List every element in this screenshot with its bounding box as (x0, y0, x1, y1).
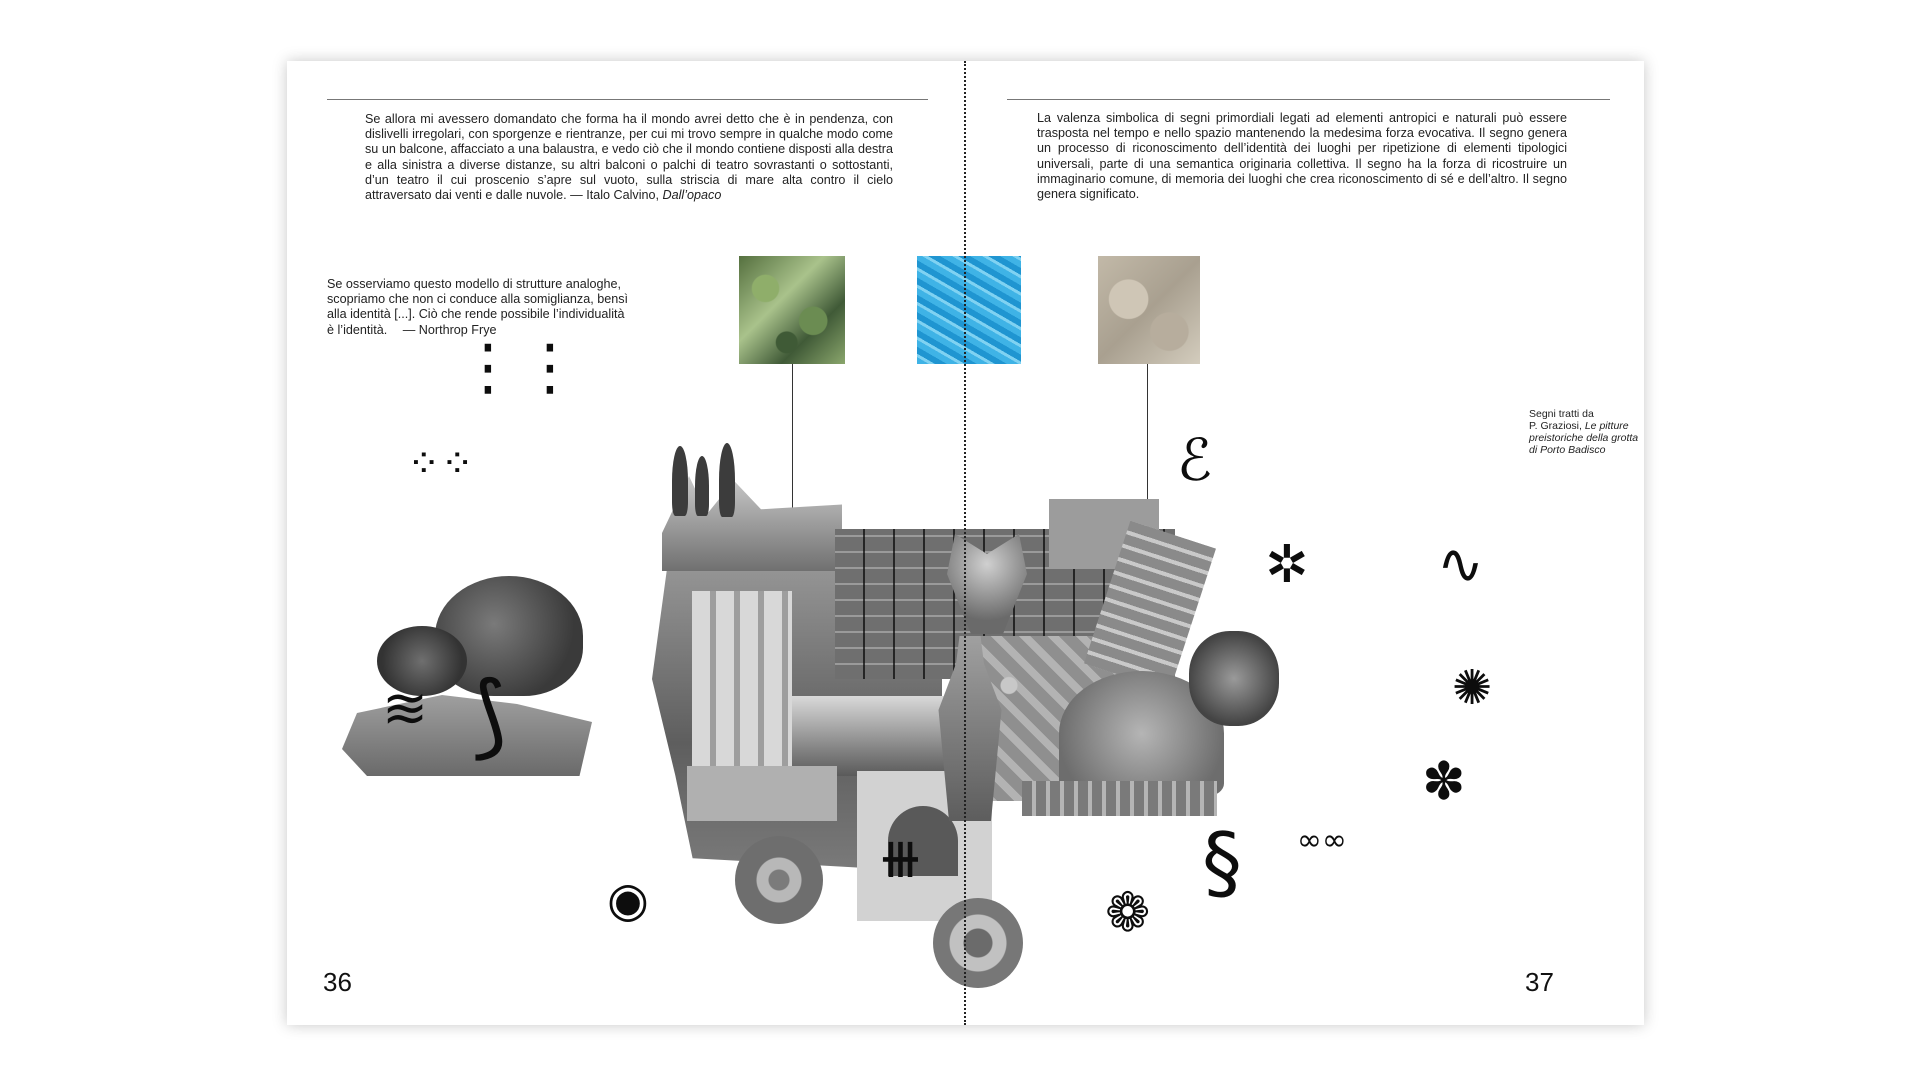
caption-line-2: P. Graziosi, (1529, 420, 1582, 432)
top-rule-right (1007, 99, 1610, 100)
cypress-3 (719, 443, 735, 517)
right-body-text: La valenza simbolica di segni primordiali legati ad elementi antropici e naturali può essere trasposta nel tempo e nello spazio mantenendo la medesima forza evocativa. Il segno genera un processo di riconoscimento dell’identità dei luoghi per ripetizione di elementi tipologici universali, parte di una semantica originaria collettiva. Il segno ha la forza di ricostruire un immaginario comune, di memoria dei luoghi che crea riconoscimento di sé e dell’altro. Il segno genera significato. (1037, 111, 1567, 202)
corridor-columns-image (692, 591, 792, 771)
zigzag-sign-icon: ≋ (382, 676, 429, 740)
fingerprint-sign-icon: ⟆ (472, 663, 508, 768)
eye-sign-icon: ◉ (607, 872, 649, 928)
caption-title: Le pitture preistoriche della grotta di Porto Badisco (1529, 420, 1639, 456)
frye-quote-text: Se osserviamo questo modello di strutture analoghe, scopriamo che non ci conduce alla somiglianza, bensì alla identità [...]. Ciò che rende possibile l’individualità è l’identità. (327, 277, 629, 337)
rosette-relief-image (933, 898, 1023, 988)
stone-swatch (1098, 256, 1200, 364)
page-number-left: 36 (323, 967, 352, 997)
spine-binding-stitch (964, 61, 966, 1025)
blob-sign-icon: ✽ (1422, 752, 1466, 812)
image-caption (1529, 408, 1649, 456)
chain-sign-icon: ∞∞ (1297, 823, 1347, 858)
dots-sign-icon: ⁘⁘ (407, 441, 475, 487)
magazine-spread (287, 61, 1644, 1025)
calvino-quote-text: Se allora mi avessero domandato che forma ha il mondo avrei detto che è in pendenza, con dislivelli irregolari, con sporgenze e rientranze, per cui mi trovo sempre in qualche modo come su un balcone, affacciato a una balaustra, e vedo ciò che il mondo contiene disposti alla destra e alla sinistra a diverse distanze, su altri balconi o palchi di teatro sovrastanti o sottostanti, d’un teatro il cui proscenio s’apre sul vuoto, sulla striscia di mare alta contro il cielo attraversato dai venti e dalle nuvole. — Italo Calvino, (365, 112, 893, 203)
hanging-thread-left (792, 364, 793, 524)
altar-image (687, 766, 837, 821)
olive-leaves-swatch (739, 256, 845, 364)
net-sign-icon: ✲ (1265, 535, 1309, 595)
snake-sign-icon: ∿ (1437, 532, 1484, 597)
ladder-sign-icon: ⋮⋮ (457, 330, 581, 403)
flower-sign-icon: ❁ (1105, 881, 1151, 944)
frieze-image (1022, 781, 1217, 816)
carved-disc-image (735, 836, 823, 924)
calvino-epigraph (365, 112, 893, 203)
acanthus-ornament-image (1189, 631, 1279, 726)
water-swatch (917, 256, 1021, 364)
cypress-1 (672, 446, 688, 516)
caption-line-1: Segni tratti da (1529, 408, 1594, 420)
cypress-2 (695, 456, 709, 516)
frye-author: — Northrop Frye (402, 322, 497, 337)
top-rule-left (327, 99, 928, 100)
serpent-sign-icon: § (1202, 816, 1242, 909)
star-sign-icon: ✺ (1452, 660, 1493, 716)
page-number-right: 37 (1525, 967, 1554, 997)
curl-sign-icon: ℰ (1177, 426, 1213, 494)
comb-sign-icon: ⧻ (877, 826, 924, 891)
frye-quote (327, 277, 632, 338)
calvino-source: Dall’opaco (662, 188, 722, 203)
